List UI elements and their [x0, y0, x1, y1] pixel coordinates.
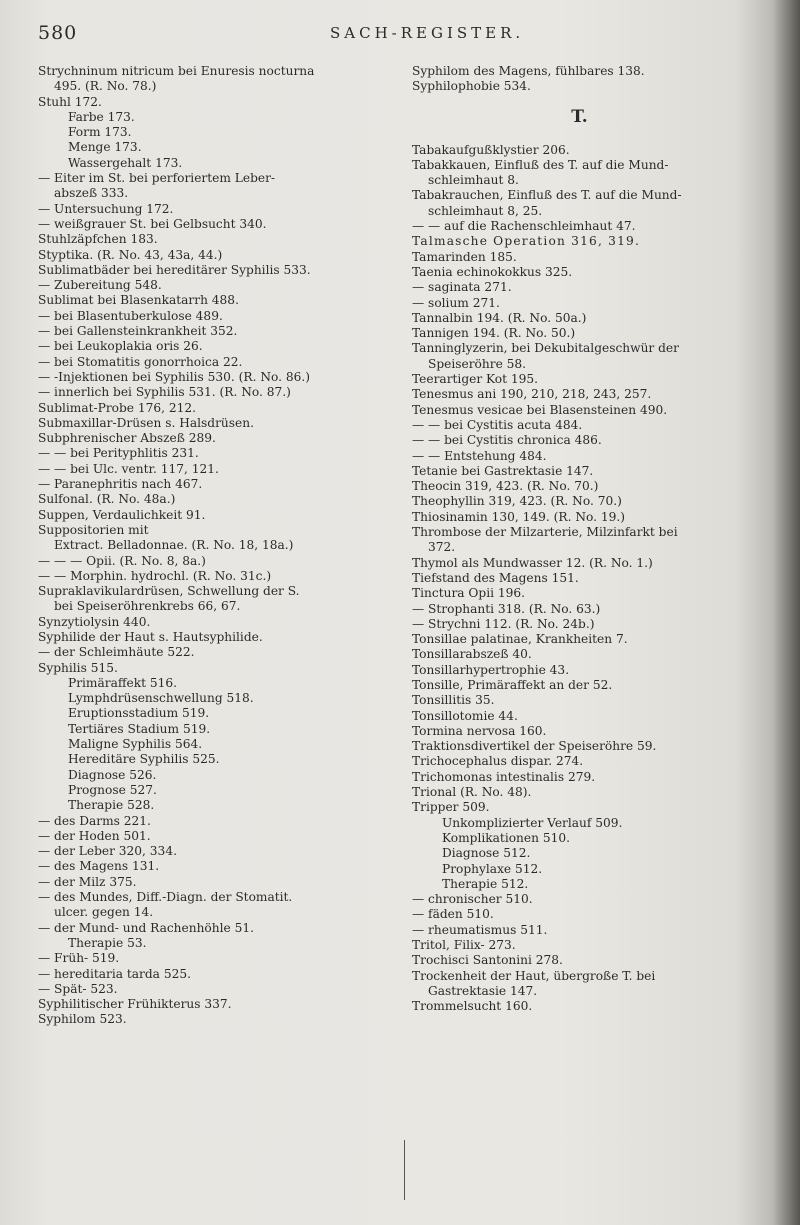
index-entry: Tetanie bei Gastrektasie 147.	[412, 463, 594, 478]
index-entry: Thiosinamin 130, 149. (R. No. 19.)	[412, 509, 626, 524]
index-entry: Hereditäre Syphilis 525.	[68, 752, 220, 767]
index-entry: — — — Opii. (R. No. 8, 8a.)	[38, 553, 206, 568]
index-entry: Trional (R. No. 48).	[412, 785, 532, 800]
index-entry: Extract. Belladonnae. (R. No. 18, 18a.)	[54, 538, 294, 553]
index-entry: — bei Leukoplakia oris 26.	[38, 339, 203, 354]
index-entry: Therapie 528.	[68, 798, 155, 813]
index-entry: Tannalbin 194. (R. No. 50a.)	[412, 310, 587, 325]
page-number: 580	[38, 22, 78, 44]
index-entry: Farbe 173.	[68, 109, 135, 124]
index-entry: — Zubereitung 548.	[38, 278, 162, 293]
index-entry: — fäden 510.	[412, 907, 494, 922]
index-entry: Styptika. (R. No. 43, 43a, 44.)	[38, 247, 223, 262]
index-entry: Tormina nervosa 160.	[412, 723, 547, 738]
index-entry: — -Injektionen bei Syphilis 530. (R. No. 86.)	[38, 369, 310, 384]
index-entry: — hereditaria tarda 525.	[38, 966, 191, 981]
index-entry: — Spät- 523.	[38, 981, 118, 996]
index-entry: Theocin 319, 423. (R. No. 70.)	[412, 479, 599, 494]
index-entry: Syphilitischer Frühikterus 337.	[38, 997, 232, 1012]
index-entry: Tonsille, Primäraffekt an der 52.	[412, 677, 613, 692]
index-entry: 372.	[428, 540, 456, 555]
index-entry: — — Morphin. hydrochl. (R. No. 31c.)	[38, 568, 272, 583]
index-entry: — der Hoden 501.	[38, 828, 151, 843]
index-entry: — der Milz 375.	[38, 874, 137, 889]
index-entry: Stuhlzäpfchen 183.	[38, 232, 158, 247]
index-entry: Tonsillarhypertrophie 43.	[412, 662, 570, 677]
index-entry: — des Mundes, Diff.-Diagn. der Stomatit.	[38, 890, 293, 905]
index-entry: Trichocephalus dispar. 274.	[412, 754, 584, 769]
index-entry: — — bei Cystitis acuta 484.	[412, 417, 583, 432]
index-entry: Tenesmus vesicae bei Blasensteinen 490.	[412, 402, 668, 417]
index-entry: 495. (R. No. 78.)	[54, 79, 157, 94]
index-entry: Thrombose der Milzarterie, Milzinfarkt bei	[412, 525, 678, 540]
index-entry: schleimhaut 8, 25.	[428, 203, 543, 218]
index-entry: Teerartiger Kot 195.	[412, 372, 539, 387]
index-entry: Tabakrauchen, Einfluß des T. auf die Mund-	[412, 188, 682, 203]
index-entry: schleimhaut 8.	[428, 173, 519, 188]
index-entry: — der Mund- und Rachenhöhle 51.	[38, 920, 254, 935]
index-entry: — — bei Ulc. ventr. 117, 121.	[38, 461, 219, 476]
index-entry: ulcer. gegen 14.	[54, 905, 154, 920]
index-column-left	[38, 64, 393, 1028]
index-entry: Theophyllin 319, 423. (R. No. 70.)	[412, 494, 622, 509]
index-entry: Syphilide der Haut s. Hautsyphilide.	[38, 629, 263, 644]
index-entry: Tamarinden 185.	[412, 249, 517, 264]
index-entry: bei Speiseröhrenkrebs 66, 67.	[54, 599, 241, 614]
index-entry: Tabakkauen, Einfluß des T. auf die Mund-	[412, 157, 669, 172]
index-entry: Sublimat bei Blasenkatarrh 488.	[38, 293, 239, 308]
index-entry: Form 173.	[68, 125, 132, 140]
index-entry: Syphilom 523.	[38, 1012, 127, 1027]
index-entry: Wassergehalt 173.	[68, 155, 183, 170]
index-entry: Stuhl 172.	[38, 94, 102, 109]
index-entry: Synzytiolysin 440.	[38, 614, 151, 629]
index-entry: Subphrenischer Abszeß 289.	[38, 431, 216, 446]
index-entry: Prognose 527.	[68, 782, 157, 797]
index-entry: Gastrektasie 147.	[428, 983, 538, 998]
index-entry: Strychninum nitricum bei Enuresis nocturna	[38, 64, 315, 78]
index-entry: Thymol als Mundwasser 12. (R. No. 1.)	[412, 555, 653, 570]
index-entry: — bei Blasentuberkulose 489.	[38, 308, 223, 323]
index-entry: — — bei Perityphlitis 231.	[38, 446, 199, 461]
index-entry: Tenesmus ani 190, 210, 218, 243, 257.	[412, 387, 652, 402]
index-entry: Tertiäres Stadium 519.	[68, 721, 211, 736]
index-entry: Lymphdrüsenschwellung 518.	[68, 691, 254, 706]
index-entry: Tiefstand des Magens 151.	[412, 570, 579, 585]
index-entry: — solium 271.	[412, 295, 500, 310]
index-entry: Therapie 53.	[68, 935, 147, 950]
index-entry: Eruptionsstadium 519.	[68, 706, 210, 721]
index-entry: Trichomonas intestinalis 279.	[412, 769, 596, 784]
index-entry: Prophylaxe 512.	[442, 861, 543, 876]
index-entry: Supraklavikulardrüsen, Schwellung der S.	[38, 584, 300, 599]
index-entry: Tonsillae palatinae, Krankheiten 7.	[412, 632, 628, 647]
index-entry: Speiseröhre 58.	[428, 356, 527, 371]
index-entry: — Untersuchung 172.	[38, 201, 174, 216]
index-entry: — rheumatismus 511.	[412, 922, 548, 937]
index-entry: — des Darms 221.	[38, 813, 151, 828]
index-entry: Tannigen 194. (R. No. 50.)	[412, 326, 576, 341]
index-entry: Tanninglyzerin, bei Dekubitalgeschwür der	[412, 341, 679, 356]
index-entry: Unkomplizierter Verlauf 509.	[442, 815, 623, 830]
column-rule	[404, 1140, 405, 1200]
index-entry: Suppositorien mit	[38, 522, 149, 537]
index-entry: — weißgrauer St. bei Gelbsucht 340.	[38, 216, 267, 231]
index-entry: Tinctura Opii 196.	[412, 586, 526, 601]
index-entry: — chronischer 510.	[412, 892, 533, 907]
index-entry: Trochisci Santonini 278.	[412, 953, 563, 968]
index-entry: Talmasche Operation 316, 319.	[412, 234, 641, 249]
index-entry: — innerlich bei Syphilis 531. (R. No. 87.)	[38, 385, 291, 400]
index-entry: Diagnose 526.	[68, 767, 157, 782]
index-entry: Tonsillarabszeß 40.	[412, 647, 532, 662]
index-entry: Tabakaufgußklystier 206.	[412, 142, 570, 157]
section-letter: T.	[571, 106, 588, 127]
index-entry: — — bei Cystitis chronica 486.	[412, 433, 602, 448]
index-entry: — — Entstehung 484.	[412, 448, 547, 463]
index-entry: — Paranephritis nach 467.	[38, 477, 203, 492]
index-entry: — Strychni 112. (R. No. 24b.)	[412, 616, 595, 631]
index-entry: — der Leber 320, 334.	[38, 844, 177, 859]
index-entry: Tonsillotomie 44.	[412, 708, 518, 723]
index-entry: — bei Stomatitis gonorrhoica 22.	[38, 354, 243, 369]
index-entry: — saginata 271.	[412, 280, 512, 295]
index-entry: Submaxillar-Drüsen s. Halsdrüsen.	[38, 415, 254, 430]
index-entry: Tonsillitis 35.	[412, 693, 495, 708]
index-entry: Tritol, Filix- 273.	[412, 938, 516, 953]
index-entry: Sublimatbäder bei hereditärer Syphilis 533.	[38, 262, 311, 277]
index-entry: Trockenheit der Haut, übergroße T. bei	[412, 968, 656, 983]
index-entry: — des Magens 131.	[38, 859, 160, 874]
index-entry: Diagnose 512.	[442, 846, 531, 861]
page-edge-shadow	[772, 0, 800, 1225]
index-entry: Syphilis 515.	[38, 660, 118, 675]
index-entry: Taenia echinokokkus 325.	[412, 264, 573, 279]
index-entry: — — auf die Rachenschleimhaut 47.	[412, 219, 636, 234]
index-entry: — Früh- 519.	[38, 951, 120, 966]
index-entry: Sublimat-Probe 176, 212.	[38, 400, 197, 415]
index-entry: Trommelsucht 160.	[412, 999, 533, 1014]
index-entry: — Strophanti 318. (R. No. 63.)	[412, 601, 601, 616]
index-entry: Menge 173.	[68, 140, 142, 155]
index-entry: Traktionsdivertikel der Speiseröhre 59.	[412, 739, 657, 754]
index-entry: Maligne Syphilis 564.	[68, 737, 203, 752]
index-column-right	[412, 64, 767, 1015]
index-entry: Primäraffekt 516.	[68, 675, 178, 690]
index-entry: Syphilom des Magens, fühlbares 138.	[412, 64, 645, 78]
index-entry: Suppen, Verdaulichkeit 91.	[38, 507, 206, 522]
index-entry: Tripper 509.	[412, 800, 490, 815]
index-entry: — Eiter im St. bei perforiertem Leber-	[38, 171, 276, 186]
index-entry: Sulfonal. (R. No. 48a.)	[38, 492, 176, 507]
index-entry: — bei Gallensteinkrankheit 352.	[38, 324, 238, 339]
index-entry: — der Schleimhäute 522.	[38, 645, 195, 660]
index-entry: Syphilophobie 534.	[412, 79, 531, 94]
index-entry: abszeß 333.	[54, 186, 129, 201]
running-header: SACH-REGISTER.	[330, 24, 525, 42]
index-entry: Therapie 512.	[442, 876, 529, 891]
index-entry: Komplikationen 510.	[442, 830, 570, 845]
